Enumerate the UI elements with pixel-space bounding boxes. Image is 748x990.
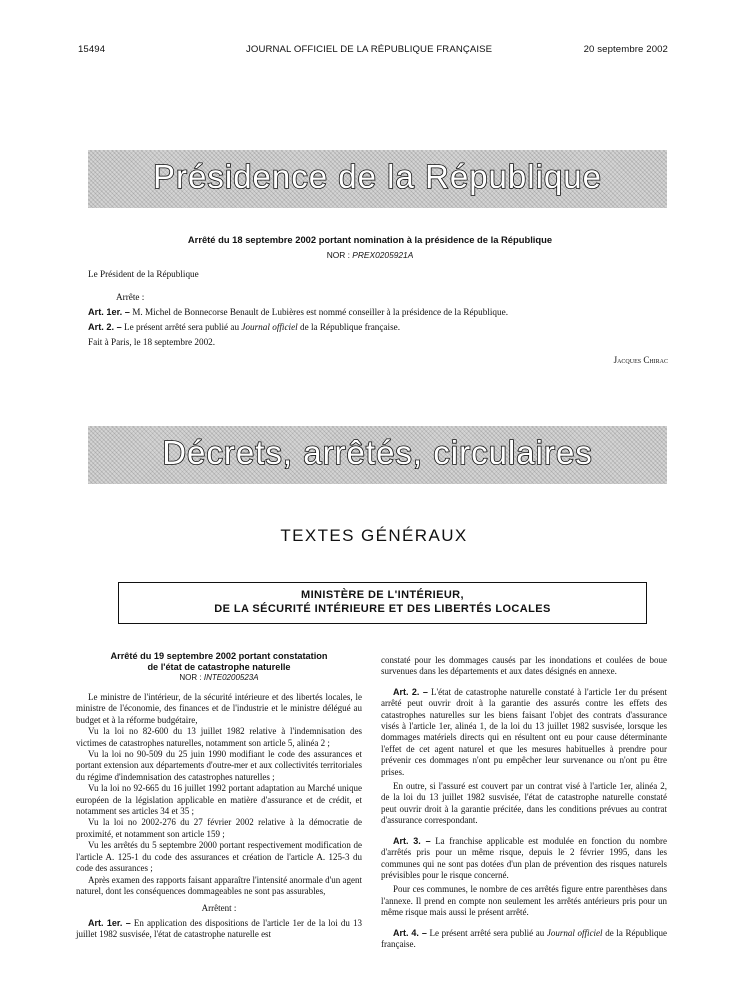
- nor-label: NOR :: [179, 673, 202, 682]
- ministry-box: [118, 582, 647, 624]
- right-column: [381, 655, 667, 950]
- article-text: Le présent arrêté sera publié au: [429, 927, 545, 938]
- paragraph: En outre, si l'assuré est couvert par un contrat visé à l'article 1er, alinéa 2, de la loi du 13 juillet 1982 susvisée, l'état de catastrophe naturelle constaté peut ouvrir droit à la garantie précitée, dans les conditions prévues au contrat d'assurance correspondant.: [381, 781, 667, 826]
- banner-title: Décrets, arrêtés, circulaires: [162, 434, 593, 471]
- article-3: [381, 836, 667, 882]
- nor-value: INTE0200523A: [203, 673, 259, 682]
- paragraph: Après examen des rapports faisant apparaître l'intensité anormale d'un agent naturel, dont les conséquences dommageables ne sont pas assurables,: [76, 874, 362, 896]
- arretent-label: Arrêtent :: [201, 903, 237, 914]
- article-label: Art. 2. –: [88, 322, 122, 332]
- paragraph: Vu la loi no 90-509 du 25 juin 1990 modifiant le code des assurances et portant extension aux départements d'outre-mer et aux collectivités territoriales du régime d'indemnisation des catastrophes naturelles ;: [76, 749, 362, 782]
- journal-title: JOURNAL OFFICIEL DE LA RÉPUBLIQUE FRANÇAISE: [246, 44, 493, 55]
- nor-label: NOR :: [326, 250, 350, 260]
- article-text: L'état de catastrophe naturelle constaté à l'article 1er du présent arrêté peut ouvrir droit à la garantie des assurés contre les effets des catastrophes naturelles sur les biens faisant l'objet des contrats d'assurance visés à l'article 1er, alinéa 1, de la loi du 13 juillet 1982 susvisée, lorsque les dommages matériels directs qui en résultent ont eu pour cause déterminante l'effet de cet agent naturel et que les mesures habituelles à prendre pour prévenir ces dommages n'ont pu empêcher leur survenance ou n'ont pu être prises.: [381, 686, 668, 777]
- nor-reference: [76, 672, 362, 684]
- article-label: Art. 4. –: [393, 927, 427, 938]
- paragraph: Vu la loi no 82-600 du 13 juillet 1982 relative à l'indemnisation des victimes de catastrophes naturelles, notamment son article 5, alinéa 2 ;: [76, 726, 362, 748]
- issue-date: 20 septembre 2002: [583, 44, 668, 55]
- article-text: Le présent arrêté sera publié au: [124, 322, 240, 332]
- article-label: Art. 1er. –: [88, 307, 130, 317]
- paragraph: constaté pour les dommages causés par les inondations et coulées de boue survenues dans les départements et aux dates désignés en annexe.: [381, 655, 667, 677]
- section-banner-decrets: [88, 426, 667, 484]
- journal-name: Journal officiel: [241, 322, 298, 332]
- decree-title-line-1: Arrêté du 19 septembre 2002 portant constatation: [110, 651, 328, 661]
- paragraph: Pour ces communes, le nombre de ces arrêtés figure entre parenthèses dans l'annexe. Il prend en compte non seulement les arrêtés antérieurs pris pour un même risque mais aussi le présent arrêté.: [381, 884, 667, 918]
- decree-title: Arrêté du 18 septembre 2002 portant nomination à la présidence de la République: [187, 234, 553, 245]
- preamble: Le Président de la République: [88, 269, 199, 279]
- left-column: [76, 651, 362, 941]
- article-text: La franchise applicable est modulée en fonction du nombre d'arrêtés pris pour un même risque, depuis le 2 février 1995, dans les communes qui ne sont pas dotées d'un plan de prévention des risques naturels prévisibles pour le risque concerné.: [381, 835, 668, 880]
- banner-title: Présidence de la République: [153, 158, 602, 195]
- article-label: Art. 2. –: [393, 686, 428, 697]
- paragraph: Le ministre de l'intérieur, de la sécurité intérieure et des libertés locales, le ministre de l'économie, des finances et de l'industrie et le ministre délégué au budget et à la réforme budgétaire,: [76, 692, 362, 725]
- paragraph: Vu la loi no 92-665 du 16 juillet 1992 portant adaptation au Marché unique européen de la législation applicable en matière d'assurance et de crédit, et notamment ses articles 34 et 35 ;: [76, 783, 362, 817]
- article-text: En application des dispositions de l'article 1er de la loi du 13 juillet 1982 susvisée, l'état de catastrophe naturelle est: [76, 917, 363, 940]
- section-heading: TEXTES GÉNÉRAUX: [280, 526, 468, 545]
- article-1: [76, 918, 362, 941]
- nor-reference: [80, 250, 660, 260]
- decree-title-line-2: de l'état de catastrophe naturelle: [147, 661, 291, 672]
- signature: Jacques Chirac: [613, 355, 668, 365]
- page-number: 15494: [78, 44, 106, 55]
- ministry-line-1: MINISTÈRE DE L'INTÉRIEUR,: [301, 589, 464, 601]
- article-1: [88, 306, 668, 319]
- nor-value: PREX0205921A: [352, 250, 414, 260]
- article-label: Art. 1er. –: [88, 917, 131, 928]
- article-2: [381, 687, 667, 778]
- article-text: de la République française.: [300, 322, 401, 332]
- arrete-label: Arrête :: [116, 292, 145, 302]
- article-label: Art. 3. –: [393, 835, 431, 846]
- article-2: [88, 321, 668, 334]
- section-banner-presidence: [88, 150, 667, 208]
- paragraph: Vu les arrêtés du 5 septembre 2000 portant respectivement modification de l'article A. 125-1 du code des assurances et création de l'article A. 125-3 du code des assurances ;: [76, 840, 362, 874]
- article-text: M. Michel de Bonnecorse Benault de Lubières est nommé conseiller à la présidence de la République.: [132, 307, 508, 317]
- ministry-line-2: DE LA SÉCURITÉ INTÉRIEURE ET DES LIBERTÉS LOCALES: [214, 603, 551, 615]
- paragraph: Vu la loi no 2002-276 du 27 février 2002 relative à la démocratie de proximité, et notamment son article 159 ;: [76, 817, 362, 839]
- article-text: de la République française.: [381, 927, 668, 949]
- article-4: [381, 928, 667, 951]
- place-date: Fait à Paris, le 18 septembre 2002.: [88, 337, 216, 347]
- journal-name: Journal officiel: [546, 927, 603, 938]
